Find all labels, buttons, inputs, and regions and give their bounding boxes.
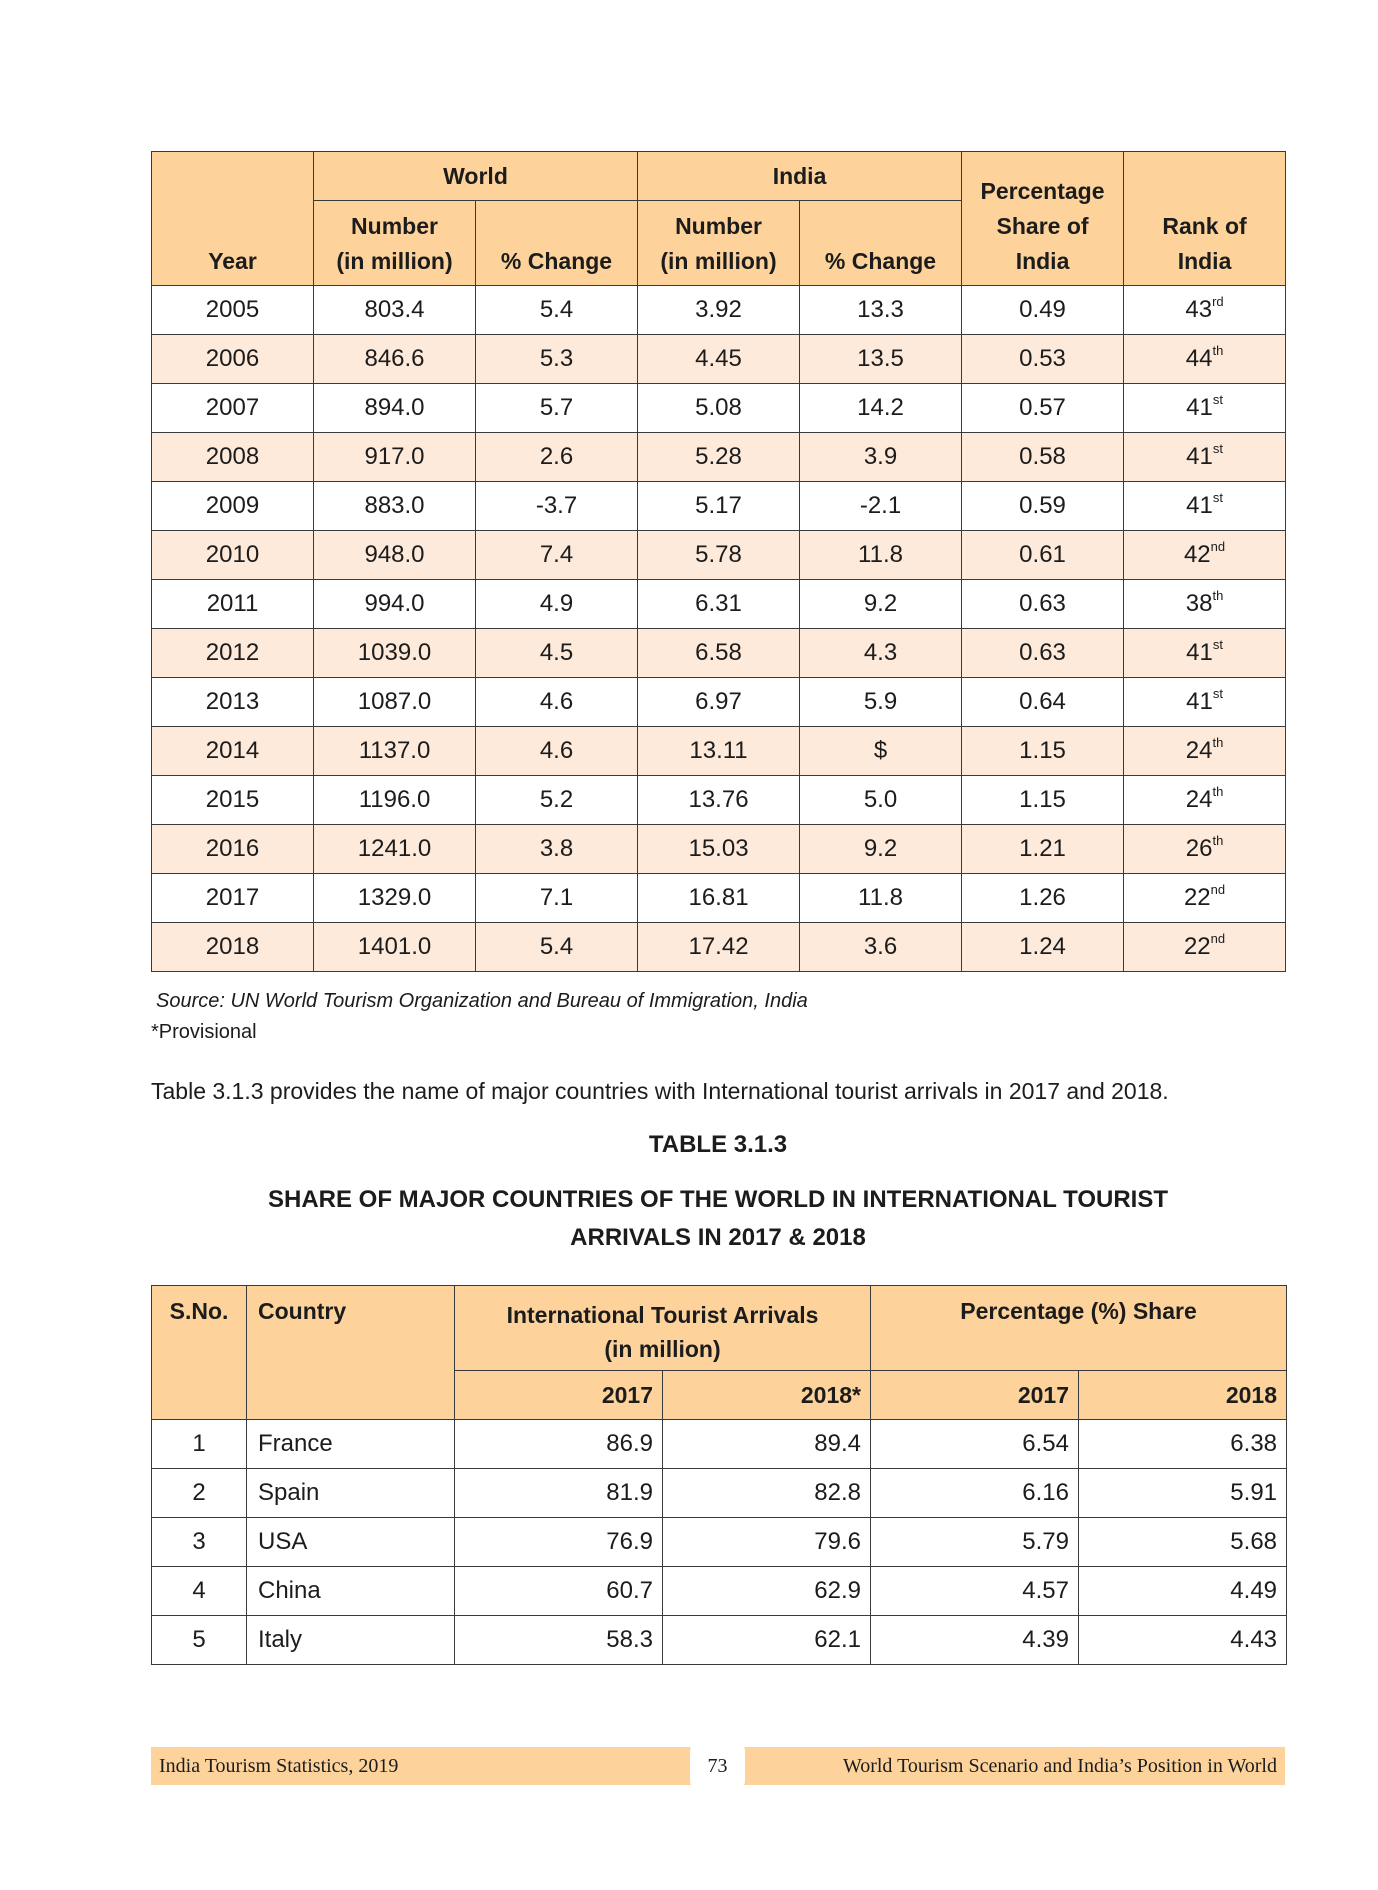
world-number-cell: 894.0 xyxy=(314,384,476,433)
world-number-cell: 1087.0 xyxy=(314,678,476,727)
arrivals-header-line2: (in million) xyxy=(604,1336,721,1362)
share-cell: 0.59 xyxy=(962,482,1124,531)
share-cell: 0.63 xyxy=(962,629,1124,678)
number-label: Number xyxy=(351,213,438,239)
world-number-cell: 994.0 xyxy=(314,580,476,629)
india-change-cell: 11.8 xyxy=(800,531,962,580)
year-cell: 2014 xyxy=(152,727,314,776)
arrivals-2017-cell: 86.9 xyxy=(455,1420,663,1469)
rank-cell xyxy=(1124,531,1286,580)
table-row xyxy=(152,1616,1287,1665)
year-cell: 2017 xyxy=(152,874,314,923)
rank-suffix: nd xyxy=(1210,882,1226,897)
share-2018-header: 2018 xyxy=(1079,1371,1287,1420)
country-header: Country xyxy=(247,1286,455,1420)
rank-suffix: rd xyxy=(1212,294,1224,309)
table-row xyxy=(152,1420,1287,1469)
world-change-cell: 7.1 xyxy=(476,874,638,923)
rank-value: 41 xyxy=(1186,443,1213,470)
rank-suffix: nd xyxy=(1210,539,1226,554)
rank-suffix: th xyxy=(1212,588,1224,603)
world-change-cell: 5.4 xyxy=(476,286,638,335)
world-change-cell: 4.6 xyxy=(476,678,638,727)
provisional-note: *Provisional xyxy=(151,1021,257,1043)
in-million-label: (in million) xyxy=(660,248,777,274)
india-number-cell: 5.17 xyxy=(638,482,800,531)
india-change-cell: 14.2 xyxy=(800,384,962,433)
india-number-cell: 5.78 xyxy=(638,531,800,580)
world-india-arrivals-table xyxy=(151,151,1286,972)
sno-cell: 3 xyxy=(152,1518,247,1567)
world-change-cell: 2.6 xyxy=(476,433,638,482)
share-of-india-header xyxy=(962,152,1124,286)
table2-body xyxy=(152,1420,1287,1665)
india-change-header: % Change xyxy=(800,201,962,286)
rank-cell xyxy=(1124,384,1286,433)
india-change-cell: $ xyxy=(800,727,962,776)
share-2018-cell: 5.91 xyxy=(1079,1469,1287,1518)
india-number-cell: 6.97 xyxy=(638,678,800,727)
rank-suffix: st xyxy=(1212,686,1223,701)
year-cell: 2005 xyxy=(152,286,314,335)
world-number-cell: 1196.0 xyxy=(314,776,476,825)
year-cell: 2010 xyxy=(152,531,314,580)
share-2017-cell: 4.57 xyxy=(871,1567,1079,1616)
world-change-cell: 7.4 xyxy=(476,531,638,580)
rank-value: 41 xyxy=(1186,394,1213,421)
share-cell: 0.58 xyxy=(962,433,1124,482)
rank-cell xyxy=(1124,482,1286,531)
world-change-cell: 5.2 xyxy=(476,776,638,825)
arrivals-2017-cell: 76.9 xyxy=(455,1518,663,1567)
rank-suffix: th xyxy=(1212,735,1224,750)
world-change-cell: -3.7 xyxy=(476,482,638,531)
rank-value: 42 xyxy=(1183,541,1211,568)
major-countries-table xyxy=(151,1285,1287,1665)
table-row xyxy=(152,678,1286,727)
arrivals-2018-cell: 62.1 xyxy=(663,1616,871,1665)
india-change-cell: 11.8 xyxy=(800,874,962,923)
rank-suffix: th xyxy=(1212,833,1224,848)
year-cell: 2007 xyxy=(152,384,314,433)
india-change-cell: 3.6 xyxy=(800,923,962,972)
rank-value: 24 xyxy=(1185,786,1213,813)
rank-cell xyxy=(1124,629,1286,678)
india-change-cell: 13.3 xyxy=(800,286,962,335)
table-row xyxy=(152,629,1286,678)
arrivals-2018-cell: 89.4 xyxy=(663,1420,871,1469)
table-row xyxy=(152,923,1286,972)
share-cell: 0.63 xyxy=(962,580,1124,629)
rank-cell xyxy=(1124,678,1286,727)
rank-suffix: st xyxy=(1212,637,1223,652)
rank-cell xyxy=(1124,580,1286,629)
rank-of-india-header xyxy=(1124,152,1286,286)
share-2017-cell: 6.54 xyxy=(871,1420,1079,1469)
table-row xyxy=(152,776,1286,825)
sno-cell: 4 xyxy=(152,1567,247,1616)
share-2018-cell: 5.68 xyxy=(1079,1518,1287,1567)
country-cell: France xyxy=(247,1420,455,1469)
rank-suffix: st xyxy=(1212,441,1223,456)
table-row xyxy=(152,727,1286,776)
rank-value: 41 xyxy=(1186,492,1213,519)
india-number-cell: 13.11 xyxy=(638,727,800,776)
india-number-cell: 16.81 xyxy=(638,874,800,923)
share-2017-cell: 5.79 xyxy=(871,1518,1079,1567)
rank-suffix: th xyxy=(1212,343,1224,358)
rank-cell xyxy=(1124,727,1286,776)
year-cell: 2018 xyxy=(152,923,314,972)
share-cell: 0.64 xyxy=(962,678,1124,727)
year-cell: 2011 xyxy=(152,580,314,629)
year-cell: 2015 xyxy=(152,776,314,825)
world-number-cell: 1039.0 xyxy=(314,629,476,678)
world-change-cell: 4.5 xyxy=(476,629,638,678)
arrivals-2017-header: 2017 xyxy=(455,1371,663,1420)
table-row xyxy=(152,1567,1287,1616)
rank-value: 41 xyxy=(1186,639,1213,666)
share-cell: 1.21 xyxy=(962,825,1124,874)
world-change-cell: 3.8 xyxy=(476,825,638,874)
table-title-line2: ARRIVALS IN 2017 & 2018 xyxy=(570,1224,866,1251)
table-row xyxy=(152,825,1286,874)
india-number-cell: 15.03 xyxy=(638,825,800,874)
world-number-cell: 917.0 xyxy=(314,433,476,482)
in-million-label: (in million) xyxy=(336,248,453,274)
arrivals-header xyxy=(455,1286,871,1371)
table-row xyxy=(152,580,1286,629)
share-2018-cell: 4.43 xyxy=(1079,1616,1287,1665)
share-2017-header: 2017 xyxy=(871,1371,1079,1420)
page-footer xyxy=(151,1747,1285,1785)
share-cell: 0.49 xyxy=(962,286,1124,335)
india-change-cell: 13.5 xyxy=(800,335,962,384)
rank-cell xyxy=(1124,776,1286,825)
share-cell: 0.61 xyxy=(962,531,1124,580)
rank-value: 44 xyxy=(1185,345,1213,372)
table-title-line1: SHARE OF MAJOR COUNTRIES OF THE WORLD IN INTERNATIONAL TOURIST xyxy=(268,1186,1168,1213)
table-row xyxy=(152,433,1286,482)
arrivals-2018-header: 2018* xyxy=(663,1371,871,1420)
share-2018-cell: 4.49 xyxy=(1079,1567,1287,1616)
rank-value: 41 xyxy=(1186,688,1213,715)
world-change-cell: 5.3 xyxy=(476,335,638,384)
rank-suffix: st xyxy=(1212,392,1223,407)
share-cell: 0.53 xyxy=(962,335,1124,384)
world-number-cell: 803.4 xyxy=(314,286,476,335)
world-change-cell: 5.7 xyxy=(476,384,638,433)
rank-header-line1: Rank of xyxy=(1162,213,1247,239)
percentage-share-header: Percentage (%) Share xyxy=(871,1286,1287,1371)
world-number-cell: 1137.0 xyxy=(314,727,476,776)
india-number-cell: 3.92 xyxy=(638,286,800,335)
rank-value: 43 xyxy=(1185,296,1213,323)
rank-value: 22 xyxy=(1183,884,1211,911)
share-cell: 1.15 xyxy=(962,727,1124,776)
footer-publication: India Tourism Statistics, 2019 xyxy=(159,1755,399,1777)
page-number: 73 xyxy=(690,1743,745,1789)
year-cell: 2009 xyxy=(152,482,314,531)
country-cell: Spain xyxy=(247,1469,455,1518)
table-row xyxy=(152,335,1286,384)
arrivals-2018-cell: 82.8 xyxy=(663,1469,871,1518)
share-cell: 0.57 xyxy=(962,384,1124,433)
rank-value: 24 xyxy=(1185,737,1213,764)
country-cell: China xyxy=(247,1567,455,1616)
table-row xyxy=(152,1469,1287,1518)
india-change-cell: -2.1 xyxy=(800,482,962,531)
share-header-line2: Share of xyxy=(996,213,1089,239)
rank-suffix: st xyxy=(1212,490,1223,505)
world-change-cell: 4.6 xyxy=(476,727,638,776)
intro-paragraph: Table 3.1.3 provides the name of major countries with International tourist arrivals in 2017 and 2018. xyxy=(151,1078,1169,1104)
share-2018-cell: 6.38 xyxy=(1079,1420,1287,1469)
world-change-cell: 5.4 xyxy=(476,923,638,972)
world-number-cell: 1329.0 xyxy=(314,874,476,923)
share-2017-cell: 4.39 xyxy=(871,1616,1079,1665)
india-number-cell: 5.08 xyxy=(638,384,800,433)
india-change-cell: 5.9 xyxy=(800,678,962,727)
india-header: India xyxy=(638,152,962,201)
world-number-header xyxy=(314,201,476,286)
rank-suffix: th xyxy=(1212,784,1224,799)
india-number-cell: 5.28 xyxy=(638,433,800,482)
arrivals-2017-cell: 60.7 xyxy=(455,1567,663,1616)
sno-header: S.No. xyxy=(152,1286,247,1420)
year-cell: 2008 xyxy=(152,433,314,482)
world-number-cell: 1241.0 xyxy=(314,825,476,874)
year-cell: 2016 xyxy=(152,825,314,874)
share-cell: 1.15 xyxy=(962,776,1124,825)
arrivals-2017-cell: 58.3 xyxy=(455,1616,663,1665)
country-cell: Italy xyxy=(247,1616,455,1665)
world-change-cell: 4.9 xyxy=(476,580,638,629)
table-row xyxy=(152,531,1286,580)
sno-cell: 5 xyxy=(152,1616,247,1665)
rank-value: 22 xyxy=(1183,933,1211,960)
rank-cell xyxy=(1124,433,1286,482)
world-number-cell: 948.0 xyxy=(314,531,476,580)
world-header: World xyxy=(314,152,638,201)
arrivals-header-line1: International Tourist Arrivals xyxy=(506,1302,819,1328)
india-number-cell: 6.58 xyxy=(638,629,800,678)
table-number: TABLE 3.1.3 xyxy=(648,1131,788,1158)
india-change-cell: 9.2 xyxy=(800,580,962,629)
arrivals-2018-cell: 62.9 xyxy=(663,1567,871,1616)
year-cell: 2006 xyxy=(152,335,314,384)
world-change-header: % Change xyxy=(476,201,638,286)
table-row xyxy=(152,1518,1287,1567)
world-number-cell: 846.6 xyxy=(314,335,476,384)
india-change-cell: 5.0 xyxy=(800,776,962,825)
rank-cell xyxy=(1124,825,1286,874)
rank-value: 38 xyxy=(1185,590,1213,617)
world-number-cell: 1401.0 xyxy=(314,923,476,972)
sno-cell: 1 xyxy=(152,1420,247,1469)
table-row xyxy=(152,874,1286,923)
table-row xyxy=(152,286,1286,335)
india-number-cell: 6.31 xyxy=(638,580,800,629)
share-2017-cell: 6.16 xyxy=(871,1469,1079,1518)
source-note: Source: UN World Tourism Organization and Bureau of Immigration, India xyxy=(156,990,808,1012)
year-cell: 2013 xyxy=(152,678,314,727)
year-header: Year xyxy=(152,152,314,286)
share-header-line3: India xyxy=(1015,248,1070,274)
india-change-cell: 3.9 xyxy=(800,433,962,482)
table-row xyxy=(152,482,1286,531)
india-number-cell: 4.45 xyxy=(638,335,800,384)
india-number-header xyxy=(638,201,800,286)
table-row xyxy=(152,384,1286,433)
country-cell: USA xyxy=(247,1518,455,1567)
world-number-cell: 883.0 xyxy=(314,482,476,531)
rank-cell xyxy=(1124,286,1286,335)
share-cell: 1.24 xyxy=(962,923,1124,972)
arrivals-2018-cell: 79.6 xyxy=(663,1518,871,1567)
number-label: Number xyxy=(675,213,762,239)
arrivals-2017-cell: 81.9 xyxy=(455,1469,663,1518)
table1-body xyxy=(152,286,1286,972)
sno-cell: 2 xyxy=(152,1469,247,1518)
rank-suffix: nd xyxy=(1210,931,1226,946)
rank-cell xyxy=(1124,335,1286,384)
india-change-cell: 9.2 xyxy=(800,825,962,874)
rank-header-line2: India xyxy=(1177,248,1232,274)
share-cell: 1.26 xyxy=(962,874,1124,923)
india-number-cell: 13.76 xyxy=(638,776,800,825)
rank-value: 26 xyxy=(1185,835,1213,862)
year-cell: 2012 xyxy=(152,629,314,678)
share-header-line1: Percentage xyxy=(980,178,1105,204)
india-number-cell: 17.42 xyxy=(638,923,800,972)
rank-cell xyxy=(1124,923,1286,972)
footer-chapter: World Tourism Scenario and India’s Position in World xyxy=(842,1755,1277,1777)
rank-cell xyxy=(1124,874,1286,923)
india-change-cell: 4.3 xyxy=(800,629,962,678)
